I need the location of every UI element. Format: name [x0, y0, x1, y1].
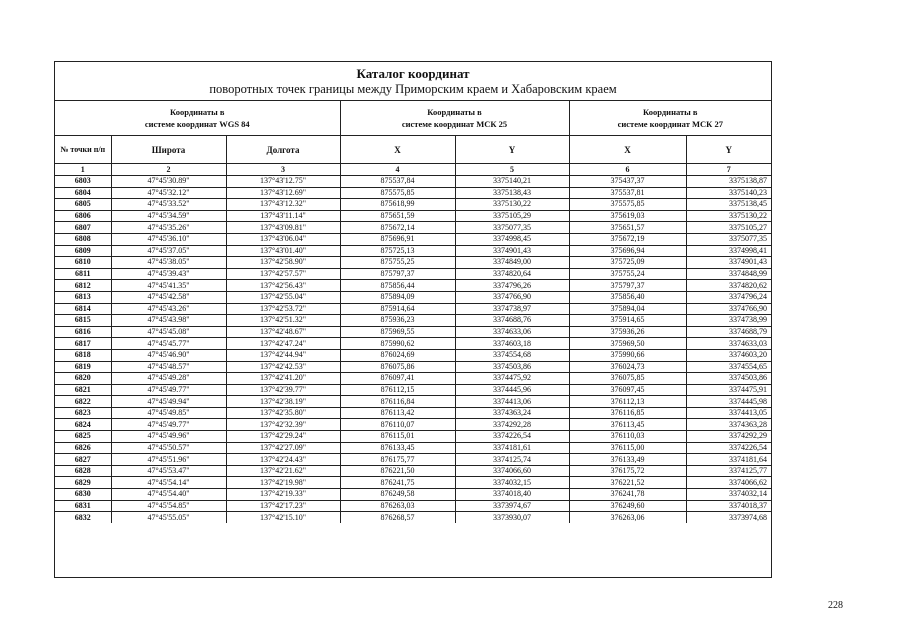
latitude-cell: 47°45'55.05"	[111, 512, 226, 523]
col-header-x25: X	[340, 136, 455, 164]
table-row	[55, 454, 771, 466]
table-row	[55, 442, 771, 454]
latitude-cell: 47°45'49.85"	[111, 407, 226, 419]
longitude-cell: 137°43'01.40"	[226, 245, 340, 257]
y-msk27-cell: 3375077,35	[686, 233, 771, 245]
table-row	[55, 396, 771, 408]
x-msk25-cell: 875537,84	[340, 176, 455, 188]
y-msk25-cell: 3374901,43	[455, 245, 569, 257]
latitude-cell: 47°45'42.58"	[111, 291, 226, 303]
y-msk27-cell: 3374066,62	[686, 477, 771, 489]
y-msk27-cell: 3374032,14	[686, 489, 771, 501]
point-id-cell: 6806	[55, 210, 111, 222]
point-id-cell: 6817	[55, 338, 111, 350]
longitude-cell: 137°42'19.33"	[226, 489, 340, 501]
y-msk25-cell: 3375077,35	[455, 222, 569, 234]
table-body	[55, 176, 771, 523]
y-msk27-cell: 3374363,28	[686, 419, 771, 431]
latitude-cell: 47°45'48.57"	[111, 361, 226, 373]
y-msk27-cell: 3374738,99	[686, 315, 771, 327]
x-msk27-cell: 375755,24	[569, 268, 686, 280]
longitude-cell: 137°43'12.32"	[226, 199, 340, 211]
table-row	[55, 431, 771, 443]
column-number: 7	[686, 164, 771, 176]
x-msk25-cell: 875856,44	[340, 280, 455, 292]
table-row	[55, 349, 771, 361]
longitude-cell: 137°42'15.10"	[226, 512, 340, 523]
table-row	[55, 384, 771, 396]
longitude-cell: 137°42'53.72"	[226, 303, 340, 315]
latitude-cell: 47°45'49.96"	[111, 431, 226, 443]
y-msk25-cell: 3374475,92	[455, 373, 569, 385]
table-row	[55, 407, 771, 419]
latitude-cell: 47°45'32.12"	[111, 187, 226, 199]
longitude-cell: 137°42'42.53"	[226, 361, 340, 373]
point-id-cell: 6830	[55, 489, 111, 501]
table-row	[55, 512, 771, 523]
x-msk25-cell: 876097,41	[340, 373, 455, 385]
x-msk27-cell: 375696,94	[569, 245, 686, 257]
latitude-cell: 47°45'34.59"	[111, 210, 226, 222]
y-msk27-cell: 3374766,90	[686, 303, 771, 315]
col-header-y27: Y	[686, 136, 771, 164]
y-msk25-cell: 3375138,43	[455, 187, 569, 199]
longitude-cell: 137°42'29.24"	[226, 431, 340, 443]
group-header-msk27: Координаты в системе координат МСК 27	[569, 101, 771, 136]
x-msk27-cell: 376221,52	[569, 477, 686, 489]
y-msk25-cell: 3374738,97	[455, 303, 569, 315]
table-row	[55, 199, 771, 211]
table-row	[55, 326, 771, 338]
point-id-cell: 6826	[55, 442, 111, 454]
x-msk25-cell: 875914,64	[340, 303, 455, 315]
x-msk27-cell: 375894,04	[569, 303, 686, 315]
y-msk25-cell: 3374849,00	[455, 257, 569, 269]
point-id-cell: 6827	[55, 454, 111, 466]
x-msk27-cell: 375856,40	[569, 291, 686, 303]
y-msk25-cell: 3374688,76	[455, 315, 569, 327]
x-msk27-cell: 375672,19	[569, 233, 686, 245]
y-msk27-cell: 3374848,99	[686, 268, 771, 280]
table-row	[55, 187, 771, 199]
y-msk25-cell: 3374820,64	[455, 268, 569, 280]
point-id-cell: 6805	[55, 199, 111, 211]
point-id-cell: 6809	[55, 245, 111, 257]
point-id-cell: 6811	[55, 268, 111, 280]
y-msk27-cell: 3374445,98	[686, 396, 771, 408]
longitude-cell: 137°43'11.14"	[226, 210, 340, 222]
x-msk25-cell: 875969,55	[340, 326, 455, 338]
x-msk25-cell: 875894,09	[340, 291, 455, 303]
y-msk25-cell: 3373974,67	[455, 500, 569, 512]
latitude-cell: 47°45'49.28"	[111, 373, 226, 385]
longitude-cell: 137°43'06.04"	[226, 233, 340, 245]
point-id-cell: 6813	[55, 291, 111, 303]
y-msk25-cell: 3374292,28	[455, 419, 569, 431]
table-row	[55, 315, 771, 327]
latitude-cell: 47°45'54.40"	[111, 489, 226, 501]
column-number: 1	[55, 164, 111, 176]
longitude-cell: 137°42'38.19"	[226, 396, 340, 408]
x-msk27-cell: 375537,81	[569, 187, 686, 199]
longitude-cell: 137°42'55.04"	[226, 291, 340, 303]
x-msk27-cell: 375437,37	[569, 176, 686, 188]
longitude-cell: 137°43'12.75"	[226, 176, 340, 188]
point-id-cell: 6815	[55, 315, 111, 327]
x-msk25-cell: 875990,62	[340, 338, 455, 350]
latitude-cell: 47°45'39.43"	[111, 268, 226, 280]
column-number: 2	[111, 164, 226, 176]
latitude-cell: 47°45'30.89"	[111, 176, 226, 188]
table-row	[55, 176, 771, 188]
x-msk25-cell: 875936,23	[340, 315, 455, 327]
y-msk25-cell: 3374413,06	[455, 396, 569, 408]
table-row	[55, 245, 771, 257]
column-number-row	[55, 164, 771, 176]
latitude-cell: 47°45'41.35"	[111, 280, 226, 292]
longitude-cell: 137°43'09.81"	[226, 222, 340, 234]
x-msk27-cell: 375725,09	[569, 257, 686, 269]
longitude-cell: 137°42'41.20"	[226, 373, 340, 385]
latitude-cell: 47°45'54.85"	[111, 500, 226, 512]
x-msk25-cell: 876263,03	[340, 500, 455, 512]
x-msk27-cell: 376249,60	[569, 500, 686, 512]
y-msk27-cell: 3374018,37	[686, 500, 771, 512]
y-msk25-cell: 3374503,86	[455, 361, 569, 373]
x-msk25-cell: 876221,50	[340, 465, 455, 477]
longitude-cell: 137°42'24.43"	[226, 454, 340, 466]
point-id-cell: 6814	[55, 303, 111, 315]
latitude-cell: 47°45'37.05"	[111, 245, 226, 257]
point-id-cell: 6807	[55, 222, 111, 234]
point-id-cell: 6823	[55, 407, 111, 419]
table-row	[55, 280, 771, 292]
x-msk25-cell: 876133,45	[340, 442, 455, 454]
latitude-cell: 47°45'49.77"	[111, 419, 226, 431]
y-msk27-cell: 3375140,23	[686, 187, 771, 199]
x-msk27-cell: 376241,78	[569, 489, 686, 501]
y-msk27-cell: 3374901,43	[686, 257, 771, 269]
longitude-cell: 137°42'58.90"	[226, 257, 340, 269]
group-header-wgs84: Координаты в системе координат WGS 84	[55, 101, 340, 136]
point-id-cell: 6832	[55, 512, 111, 523]
y-msk27-cell: 3374292,29	[686, 431, 771, 443]
x-msk27-cell: 376024,73	[569, 361, 686, 373]
x-msk25-cell: 876241,75	[340, 477, 455, 489]
table-row	[55, 291, 771, 303]
y-msk25-cell: 3373930,07	[455, 512, 569, 523]
longitude-cell: 137°42'21.62"	[226, 465, 340, 477]
point-id-cell: 6822	[55, 396, 111, 408]
col-header-lon: Долгота	[226, 136, 340, 164]
latitude-cell: 47°45'33.52"	[111, 199, 226, 211]
table-row	[55, 465, 771, 477]
latitude-cell: 47°45'43.26"	[111, 303, 226, 315]
x-msk25-cell: 876116,84	[340, 396, 455, 408]
table-row	[55, 500, 771, 512]
x-msk25-cell: 875651,59	[340, 210, 455, 222]
x-msk27-cell: 376075,85	[569, 373, 686, 385]
x-msk27-cell: 376097,45	[569, 384, 686, 396]
x-msk27-cell: 376175,72	[569, 465, 686, 477]
table-row	[55, 373, 771, 385]
table-row	[55, 233, 771, 245]
y-msk27-cell: 3374796,24	[686, 291, 771, 303]
x-msk27-cell: 375619,03	[569, 210, 686, 222]
column-number: 4	[340, 164, 455, 176]
point-id-cell: 6804	[55, 187, 111, 199]
col-header-lat: Широта	[111, 136, 226, 164]
y-msk27-cell: 3375138,87	[686, 176, 771, 188]
point-id-cell: 6828	[55, 465, 111, 477]
y-msk25-cell: 3374066,60	[455, 465, 569, 477]
x-msk25-cell: 876249,58	[340, 489, 455, 501]
col-header-point: № точки п/п	[55, 136, 111, 164]
latitude-cell: 47°45'50.57"	[111, 442, 226, 454]
x-msk25-cell: 876112,15	[340, 384, 455, 396]
y-msk25-cell: 3375130,22	[455, 199, 569, 211]
y-msk25-cell: 3374633,06	[455, 326, 569, 338]
y-msk27-cell: 3374820,62	[686, 280, 771, 292]
x-msk27-cell: 376263,06	[569, 512, 686, 523]
longitude-cell: 137°42'19.98"	[226, 477, 340, 489]
x-msk27-cell: 375651,57	[569, 222, 686, 234]
y-msk27-cell: 3375138,45	[686, 199, 771, 211]
point-id-cell: 6819	[55, 361, 111, 373]
group-header-msk25: Координаты в системе координат МСК 25	[340, 101, 569, 136]
longitude-cell: 137°42'51.32"	[226, 315, 340, 327]
table-row	[55, 477, 771, 489]
y-msk25-cell: 3374603,18	[455, 338, 569, 350]
x-msk25-cell: 876024,69	[340, 349, 455, 361]
x-msk27-cell: 376110,03	[569, 431, 686, 443]
y-msk27-cell: 3375130,22	[686, 210, 771, 222]
x-msk27-cell: 375797,37	[569, 280, 686, 292]
table-row	[55, 489, 771, 501]
point-id-cell: 6824	[55, 419, 111, 431]
point-id-cell: 6829	[55, 477, 111, 489]
x-msk25-cell: 875575,85	[340, 187, 455, 199]
x-msk27-cell: 376112,13	[569, 396, 686, 408]
col-header-y25: Y	[455, 136, 569, 164]
y-msk27-cell: 3374503,86	[686, 373, 771, 385]
point-id-cell: 6825	[55, 431, 111, 443]
longitude-cell: 137°42'17.23"	[226, 500, 340, 512]
longitude-cell: 137°42'56.43"	[226, 280, 340, 292]
point-id-cell: 6808	[55, 233, 111, 245]
point-id-cell: 6818	[55, 349, 111, 361]
point-id-cell: 6810	[55, 257, 111, 269]
latitude-cell: 47°45'45.08"	[111, 326, 226, 338]
page-number: 228	[828, 600, 843, 611]
longitude-cell: 137°42'57.57"	[226, 268, 340, 280]
x-msk27-cell: 375969,50	[569, 338, 686, 350]
col-header-x27: X	[569, 136, 686, 164]
longitude-cell: 137°42'47.24"	[226, 338, 340, 350]
latitude-cell: 47°45'46.90"	[111, 349, 226, 361]
x-msk25-cell: 876110,07	[340, 419, 455, 431]
x-msk27-cell: 375990,66	[569, 349, 686, 361]
y-msk25-cell: 3374445,96	[455, 384, 569, 396]
longitude-cell: 137°42'44.94"	[226, 349, 340, 361]
x-msk25-cell: 875725,13	[340, 245, 455, 257]
y-msk25-cell: 3375105,29	[455, 210, 569, 222]
column-number: 6	[569, 164, 686, 176]
y-msk27-cell: 3374413,05	[686, 407, 771, 419]
table-row	[55, 361, 771, 373]
catalog-title-block	[55, 62, 771, 101]
y-msk25-cell: 3375140,21	[455, 176, 569, 188]
table-row	[55, 303, 771, 315]
y-msk25-cell: 3374181,61	[455, 442, 569, 454]
y-msk27-cell: 3374125,77	[686, 465, 771, 477]
y-msk25-cell: 3374032,15	[455, 477, 569, 489]
y-msk25-cell: 3374363,24	[455, 407, 569, 419]
x-msk27-cell: 376133,49	[569, 454, 686, 466]
y-msk25-cell: 3374226,54	[455, 431, 569, 443]
table-row	[55, 222, 771, 234]
y-msk27-cell: 3374998,41	[686, 245, 771, 257]
y-msk27-cell: 3374181,64	[686, 454, 771, 466]
latitude-cell: 47°45'35.26"	[111, 222, 226, 234]
y-msk25-cell: 3374125,74	[455, 454, 569, 466]
x-msk27-cell: 376116,85	[569, 407, 686, 419]
column-number: 5	[455, 164, 569, 176]
latitude-cell: 47°45'53.47"	[111, 465, 226, 477]
y-msk25-cell: 3374018,40	[455, 489, 569, 501]
point-id-cell: 6812	[55, 280, 111, 292]
y-msk27-cell: 3374475,91	[686, 384, 771, 396]
x-msk25-cell: 876113,42	[340, 407, 455, 419]
x-msk27-cell: 376113,45	[569, 419, 686, 431]
y-msk25-cell: 3374998,45	[455, 233, 569, 245]
longitude-cell: 137°42'48.67"	[226, 326, 340, 338]
x-msk25-cell: 876075,86	[340, 361, 455, 373]
y-msk25-cell: 3374554,68	[455, 349, 569, 361]
latitude-cell: 47°45'45.77"	[111, 338, 226, 350]
table-row	[55, 257, 771, 269]
x-msk25-cell: 875618,99	[340, 199, 455, 211]
x-msk25-cell: 876268,57	[340, 512, 455, 523]
table-row	[55, 268, 771, 280]
longitude-cell: 137°42'39.77"	[226, 384, 340, 396]
y-msk27-cell: 3374603,20	[686, 349, 771, 361]
x-msk25-cell: 875755,25	[340, 257, 455, 269]
latitude-cell: 47°45'49.77"	[111, 384, 226, 396]
coordinate-catalog	[54, 61, 772, 578]
x-msk27-cell: 376115,00	[569, 442, 686, 454]
latitude-cell: 47°45'38.05"	[111, 257, 226, 269]
latitude-cell: 47°45'43.98"	[111, 315, 226, 327]
y-msk27-cell: 3374633,03	[686, 338, 771, 350]
longitude-cell: 137°43'12.69"	[226, 187, 340, 199]
point-id-cell: 6831	[55, 500, 111, 512]
point-id-cell: 6816	[55, 326, 111, 338]
catalog-title: Каталог координат	[356, 66, 470, 81]
point-id-cell: 6820	[55, 373, 111, 385]
longitude-cell: 137°42'35.80"	[226, 407, 340, 419]
latitude-cell: 47°45'49.94"	[111, 396, 226, 408]
table-row	[55, 338, 771, 350]
x-msk25-cell: 876175,77	[340, 454, 455, 466]
x-msk27-cell: 375936,26	[569, 326, 686, 338]
longitude-cell: 137°42'27.09"	[226, 442, 340, 454]
latitude-cell: 47°45'36.10"	[111, 233, 226, 245]
y-msk25-cell: 3374796,26	[455, 280, 569, 292]
longitude-cell: 137°42'32.39"	[226, 419, 340, 431]
x-msk25-cell: 875672,14	[340, 222, 455, 234]
catalog-subtitle: поворотных точек границы между Приморским краем и Хабаровским краем	[209, 82, 617, 96]
x-msk25-cell: 876115,01	[340, 431, 455, 443]
point-id-cell: 6821	[55, 384, 111, 396]
x-msk25-cell: 875797,37	[340, 268, 455, 280]
y-msk25-cell: 3374766,90	[455, 291, 569, 303]
latitude-cell: 47°45'54.14"	[111, 477, 226, 489]
x-msk25-cell: 875696,91	[340, 233, 455, 245]
y-msk27-cell: 3375105,27	[686, 222, 771, 234]
y-msk27-cell: 3374226,54	[686, 442, 771, 454]
column-number: 3	[226, 164, 340, 176]
y-msk27-cell: 3373974,68	[686, 512, 771, 523]
x-msk27-cell: 375914,65	[569, 315, 686, 327]
latitude-cell: 47°45'51.96"	[111, 454, 226, 466]
table-row	[55, 419, 771, 431]
point-id-cell: 6803	[55, 176, 111, 188]
y-msk27-cell: 3374688,79	[686, 326, 771, 338]
coordinates-table	[55, 101, 771, 523]
x-msk27-cell: 375575,85	[569, 199, 686, 211]
table-row	[55, 210, 771, 222]
y-msk27-cell: 3374554,65	[686, 361, 771, 373]
